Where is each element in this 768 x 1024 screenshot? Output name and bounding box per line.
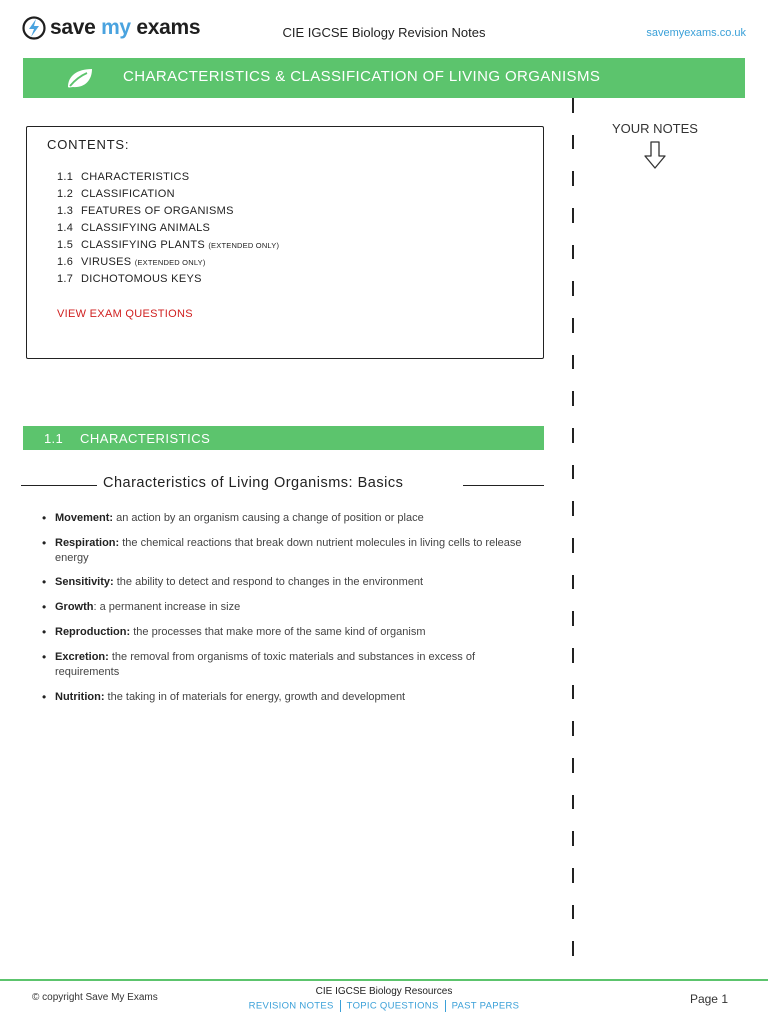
your-notes-label: YOUR NOTES xyxy=(612,121,698,136)
topic-questions-link[interactable]: TOPIC QUESTIONS xyxy=(346,1000,439,1012)
section-title: CHARACTERISTICS xyxy=(80,431,211,446)
section-bar xyxy=(23,426,544,450)
arrow-down-icon xyxy=(644,141,666,169)
contents-heading: CONTENTS: xyxy=(47,137,130,152)
notes-divider xyxy=(572,98,574,978)
subheading-rule xyxy=(21,485,97,486)
page-header xyxy=(0,0,768,56)
extended-tag: (EXTENDED ONLY) xyxy=(134,258,206,267)
site-link[interactable]: savemyexams.co.uk xyxy=(646,27,746,39)
extended-tag: (EXTENDED ONLY) xyxy=(208,241,280,250)
contents-item[interactable]: 1.6 VIRUSES (EXTENDED ONLY) xyxy=(57,256,206,268)
contents-item[interactable]: 1.3 FEATURES OF ORGANISMS xyxy=(57,205,234,217)
page-number: Page 1 xyxy=(689,992,728,1006)
subheading: Characteristics of Living Organisms: Basics xyxy=(103,475,404,491)
section-number: 1.1 xyxy=(44,431,63,446)
topic-banner xyxy=(23,58,745,98)
footer-links xyxy=(0,1000,768,1012)
contents-list xyxy=(57,171,279,290)
document-title: CIE IGCSE Biology Revision Notes xyxy=(282,25,486,40)
revision-notes-link[interactable]: REVISION NOTES xyxy=(248,1000,334,1012)
contents-item[interactable]: 1.2 CLASSIFICATION xyxy=(57,188,175,200)
subheading-row xyxy=(21,474,544,496)
contents-item[interactable]: 1.4 CLASSIFYING ANIMALS xyxy=(57,222,211,234)
contents-item[interactable]: 1.5 CLASSIFYING PLANTS (EXTENDED ONLY) xyxy=(57,239,280,251)
subheading-rule xyxy=(463,485,544,486)
resources-title: CIE IGCSE Biology Resources xyxy=(315,986,453,997)
view-exam-questions-link[interactable]: VIEW EXAM QUESTIONS xyxy=(57,308,193,320)
topic-title: CHARACTERISTICS & CLASSIFICATION OF LIVING ORGANISMS xyxy=(123,68,601,85)
leaf-icon xyxy=(65,66,95,90)
logo-text: save my exams xyxy=(50,16,201,39)
footer-resources xyxy=(0,986,768,1012)
contents-item[interactable]: 1.7 DICHOTOMOUS KEYS xyxy=(57,273,202,285)
past-papers-link[interactable]: PAST PAPERS xyxy=(451,1000,520,1012)
contents-box xyxy=(26,126,544,359)
contents-item[interactable]: 1.1 CHARACTERISTICS xyxy=(57,171,190,183)
copyright: © copyright Save My Exams xyxy=(32,992,158,1003)
footer-divider xyxy=(0,979,768,981)
